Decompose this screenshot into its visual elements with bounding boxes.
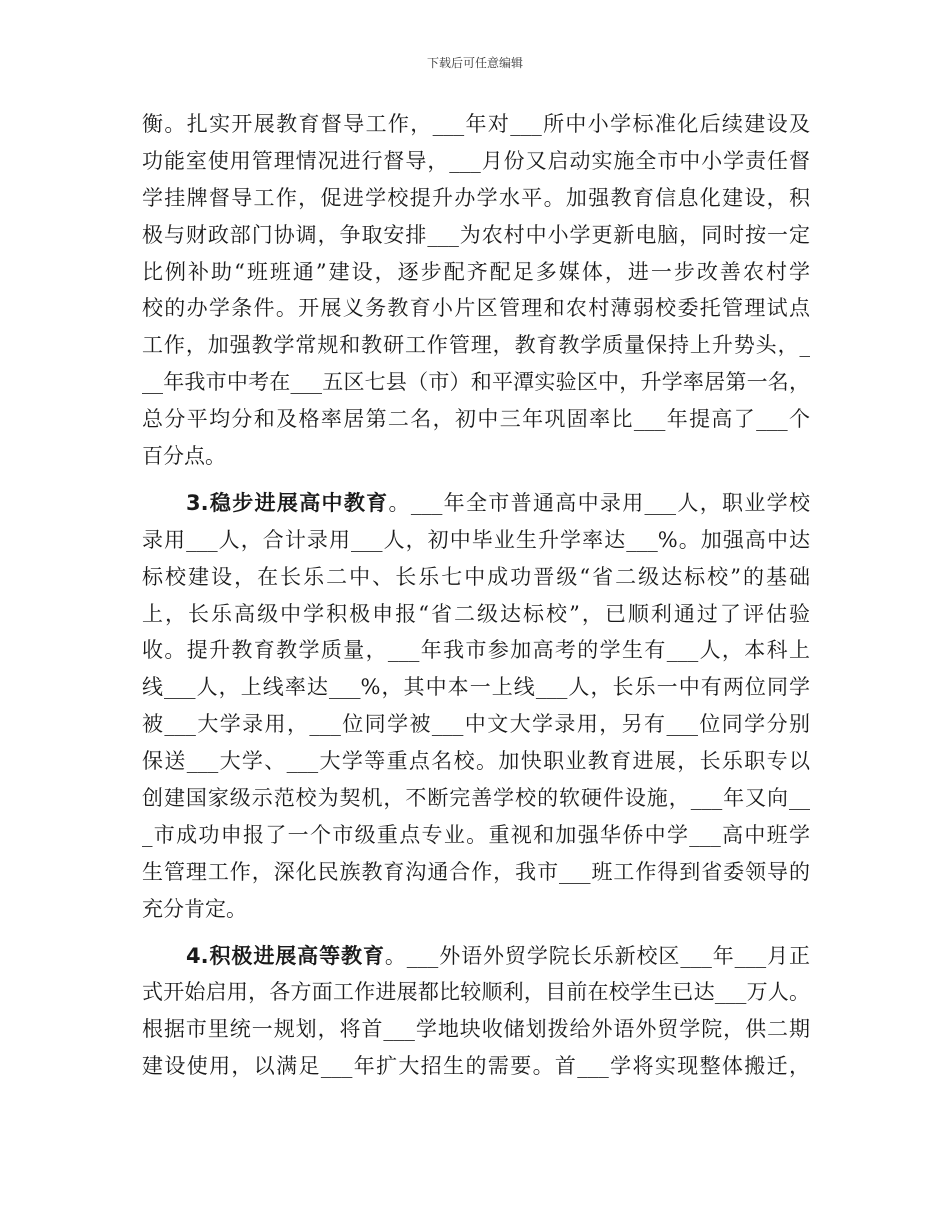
text-line: __年我市中考在___五区七县（市）和平潭实验区中，升学率居第一名， [142,370,810,395]
text-line: 工作，加强教学常规和教研工作管理，教育教学质量保持上升势头，_ [142,333,810,358]
text-line: _市成功申报了一个市级重点专业。重视和加强华侨中学___高中班学 [142,822,810,847]
document-body [142,106,810,1085]
text-span: 。___外语外贸学院长乐新校区___年___月正 [384,943,811,968]
paragraph-1 [142,106,810,475]
text-line: 极与财政部门协调，争取安排___为农村中小学更新电脑，同时按一定 [142,222,810,247]
text-line: 上，长乐高级中学积极申报“省二级达标校”，已顺利通过了评估验 [142,601,810,626]
text-line: 标校建设，在长乐二中、长乐七中成功晋级“省二级达标校”的基础 [142,564,810,589]
paragraph-2 [142,485,810,928]
section-heading: 3.稳步进展高中教育 [186,490,389,515]
text-line: 被___大学录用，___位同学被___中文大学录用，另有___位同学分别 [142,712,810,737]
paragraph-3 [142,938,810,1086]
text-line: 学挂牌督导工作，促进学校提升办学水平。加强教育信息化建设，积 [142,185,810,210]
page-header: 下载后可任意编辑 [426,56,523,70]
text-line: 充分肯定。 [142,896,247,921]
text-line: 根据市里统一规划，将首___学地块收储划拨给外语外贸学院，供二期 [142,1017,810,1042]
text-line: 比例补助“班班通”建设，逐步配齐配足多媒体，进一步改善农村学 [142,259,810,284]
text-line: 创建国家级示范校为契机，不断完善学校的软硬件设施，___年又向__ [142,786,810,811]
section-heading: 4.积极进展高等教育 [186,943,385,968]
text-line: 收。提升教育教学质量，___年我市参加高考的学生有___人，本科上 [142,638,810,663]
text-line: 衡。扎实开展教育督导工作，___年对___所中小学标准化后续建设及 [142,112,810,136]
text-line: 式开始启用，各方面工作进展都比较顺利，目前在校学生已达___万人。 [142,980,810,1005]
text-line [142,485,810,522]
text-line: 线___人，上线率达___%，其中本一上线___人，长乐一中有两位同学 [142,675,810,700]
text-line: 校的办学条件。开展义务教育小片区管理和农村薄弱校委托管理试点 [142,296,810,321]
text-span: 。___年全市普通高中录用___人，职业学校 [388,490,810,515]
text-line: 录用___人，合计录用___人，初中毕业生升学率达___%。加强高中达 [142,527,810,552]
text-line: 生管理工作，深化民族教育沟通合作，我市___班工作得到省委领导的 [142,859,810,884]
text-line: 建设使用，以满足___年扩大招生的需要。首___学将实现整体搬迁， [142,1054,810,1079]
text-line: 功能室使用管理情况进行督导，___月份又启动实施全市中小学责任督 [142,148,810,173]
text-line [142,938,810,975]
text-line: 保送___大学、___大学等重点名校。加快职业教育进展，长乐职专以 [142,749,810,774]
text-line: 百分点。 [142,444,226,469]
text-line: 总分平均分和及格率居第二名，初中三年巩固率比___年提高了___个 [142,407,810,432]
